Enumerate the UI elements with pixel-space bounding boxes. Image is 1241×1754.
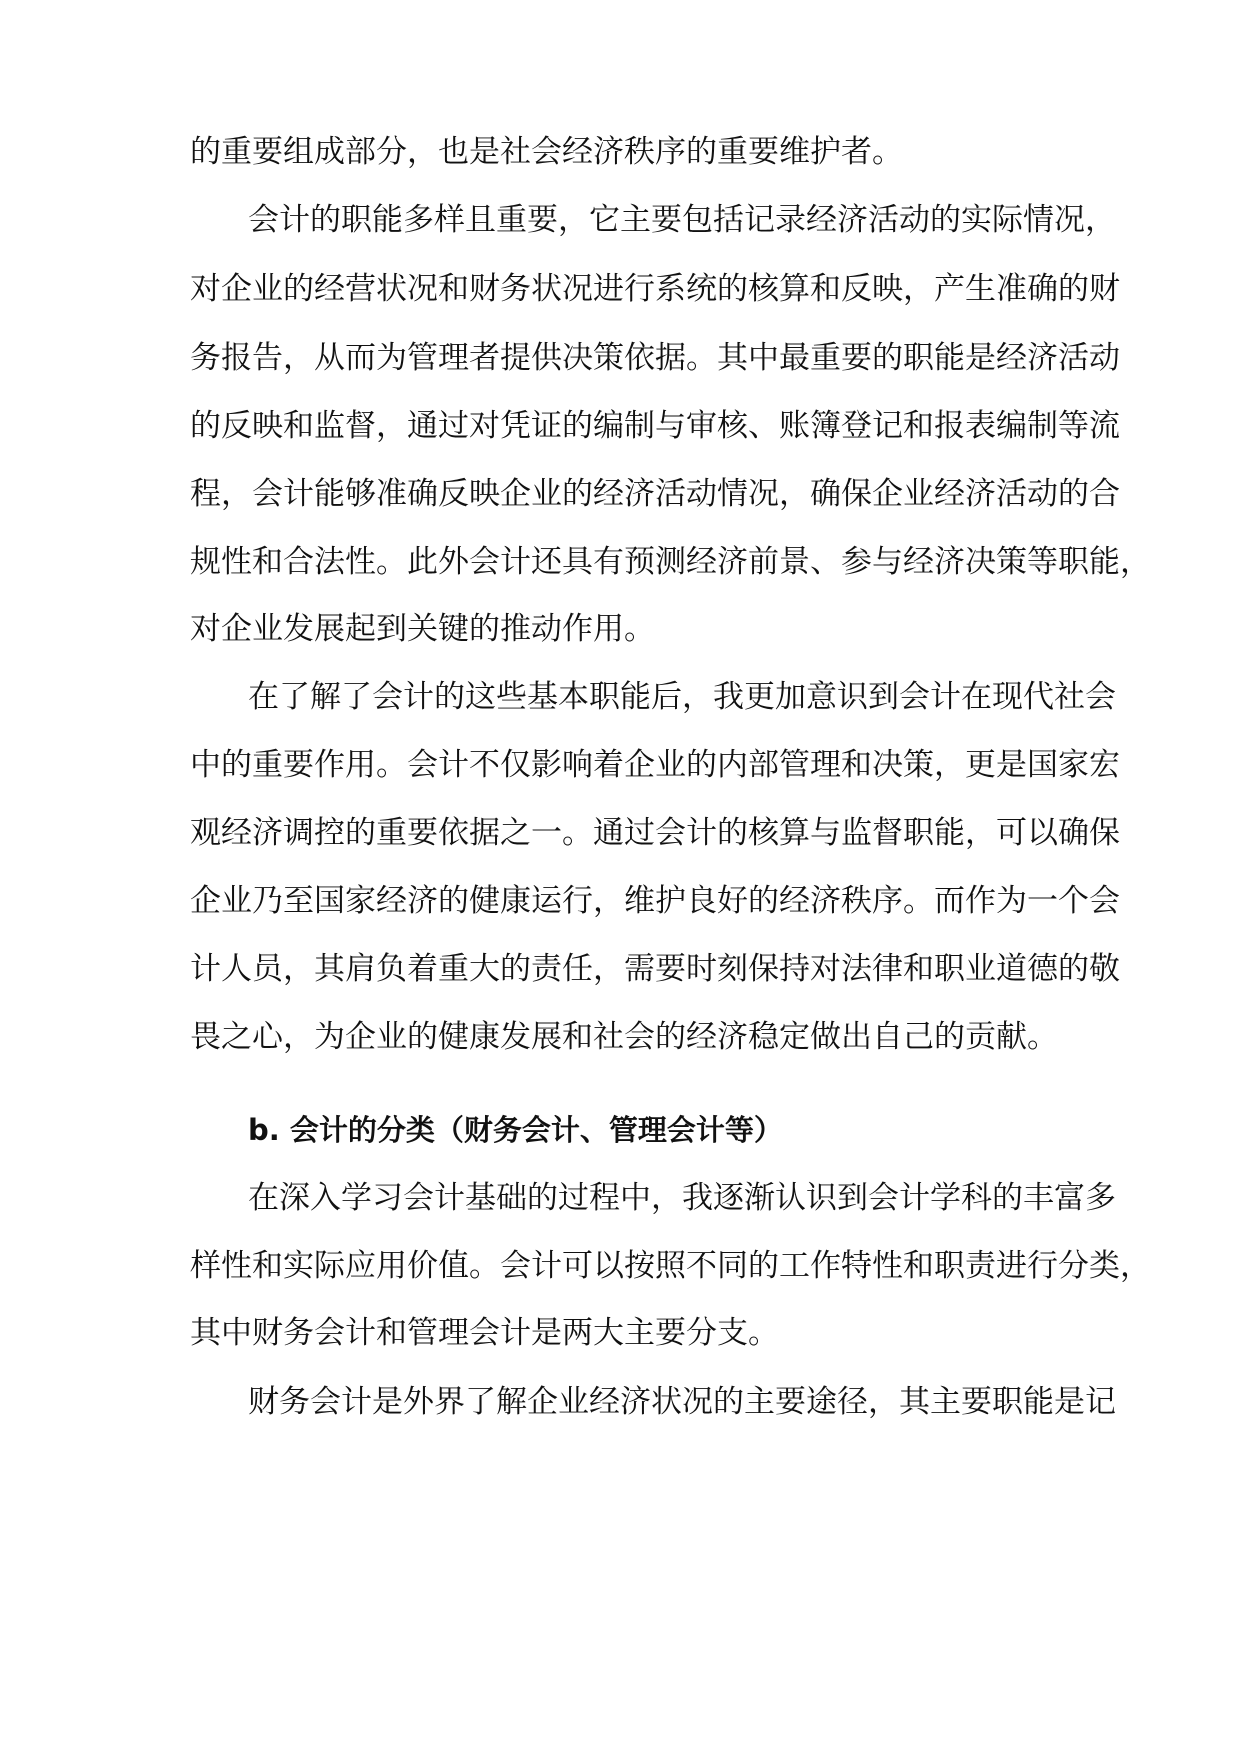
paragraph-4-line-1: 财务会计是外界了解企业经济状况的主要途径，其主要职能是记	[248, 1384, 1116, 1420]
paragraph-2-line-4: 企业乃至国家经济的健康运行，维护良好的经济秩序。而作为一个会	[190, 883, 1120, 919]
paragraph-1-line-6: 规性和合法性。此外会计还具有预测经济前景、参与经济决策等职能，	[190, 544, 1151, 580]
section-heading-b: b. 会计的分类（财务会计、管理会计等）	[248, 1113, 783, 1147]
paragraph-2-line-1: 在了解了会计的这些基本职能后，我更加意识到会计在现代社会	[248, 679, 1116, 715]
paragraph-2-line-3: 观经济调控的重要依据之一。通过会计的核算与监督职能，可以确保	[190, 815, 1120, 851]
paragraph-3-line-2: 样性和实际应用价值。会计可以按照不同的工作特性和职责进行分类，	[190, 1248, 1151, 1284]
paragraph-1-line-2: 对企业的经营状况和财务状况进行系统的核算和反映，产生准确的财	[190, 271, 1120, 307]
paragraph-3-line-1: 在深入学习会计基础的过程中，我逐渐认识到会计学科的丰富多	[248, 1180, 1116, 1216]
paragraph-1-line-4: 的反映和监督，通过对凭证的编制与审核、账簿登记和报表编制等流	[190, 408, 1120, 444]
paragraph-2-line-6: 畏之心，为企业的健康发展和社会的经济稳定做出自己的贡献。	[190, 1019, 1058, 1055]
paragraph-1-line-5: 程，会计能够准确反映企业的经济活动情况，确保企业经济活动的合	[190, 476, 1120, 512]
paragraph-1-line-3: 务报告，从而为管理者提供决策依据。其中最重要的职能是经济活动	[190, 340, 1120, 376]
paragraph-2-line-5: 计人员，其肩负着重大的责任，需要时刻保持对法律和职业道德的敬	[190, 951, 1120, 987]
paragraph-1-line-7: 对企业发展起到关键的推动作用。	[190, 611, 655, 647]
paragraph-1-line-1: 会计的职能多样且重要，它主要包括记录经济活动的实际情况，	[248, 202, 1116, 238]
paragraph-0-line-1: 的重要组成部分，也是社会经济秩序的重要维护者。	[190, 134, 903, 170]
paragraph-3-line-3: 其中财务会计和管理会计是两大主要分支。	[190, 1315, 779, 1351]
paragraph-2-line-2: 中的重要作用。会计不仅影响着企业的内部管理和决策，更是国家宏	[190, 747, 1120, 783]
